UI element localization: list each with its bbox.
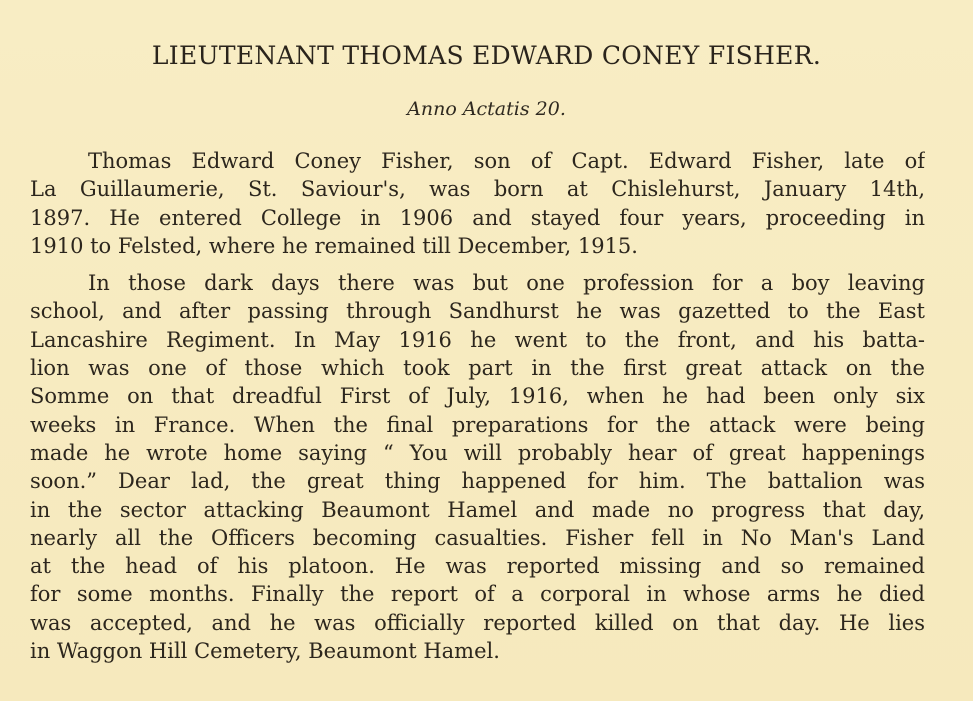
text-line: soon.” Dear lad, the great thing happened for him. The battalion was: [30, 469, 925, 494]
text-line: weeks in France. When the final preparations for the attack were being: [30, 412, 925, 437]
text-line: was accepted, and he was officially reported killed on that day. He lies: [30, 610, 925, 635]
paragraph-2: [30, 269, 925, 665]
text-line: Somme on that dreadful First of July, 1916, when he had been only six: [30, 384, 925, 409]
text-line: Thomas Edward Coney Fisher, son of Capt. Edward Fisher, late of: [88, 149, 925, 173]
text-line: at the head of his platoon. He was reported missing and so remained: [30, 554, 925, 579]
text-line: for some months. Finally the report of a corporal in whose arms he died: [30, 582, 925, 607]
text-line: in the sector attacking Beaumont Hamel and made no progress that day,: [30, 497, 925, 522]
text-line: Lancashire Regiment. In May 1916 he went to the front, and his batta-: [30, 327, 925, 352]
text-line: 1897. He entered College in 1906 and stayed four years, proceeding in: [30, 205, 925, 230]
text-line: In those dark days there was but one profession for a boy leaving: [88, 271, 925, 296]
page-title: LIEUTENANT THOMAS EDWARD CONEY FISHER.: [151, 41, 822, 70]
body-text: [30, 147, 925, 665]
text-line: lion was one of those which took part in the first great attack on the: [30, 356, 925, 381]
text-line: in Waggon Hill Cemetery, Beaumont Hamel.: [30, 639, 500, 664]
text-line: made he wrote home saying “ You will probably hear of great happenings: [30, 440, 925, 465]
text-line: nearly all the Officers becoming casualties. Fisher fell in No Man's Land: [30, 525, 925, 550]
text-line: 1910 to Felsted, where he remained till December, 1915.: [30, 233, 638, 258]
paragraph-1: [30, 147, 925, 260]
text-line: school, and after passing through Sandhurst he was gazetted to the East: [30, 299, 925, 324]
page-subtitle: Anno Actatis 20.: [407, 98, 566, 120]
text-line: La Guillaumerie, St. Saviour's, was born at Chislehurst, January 14th,: [30, 177, 925, 202]
